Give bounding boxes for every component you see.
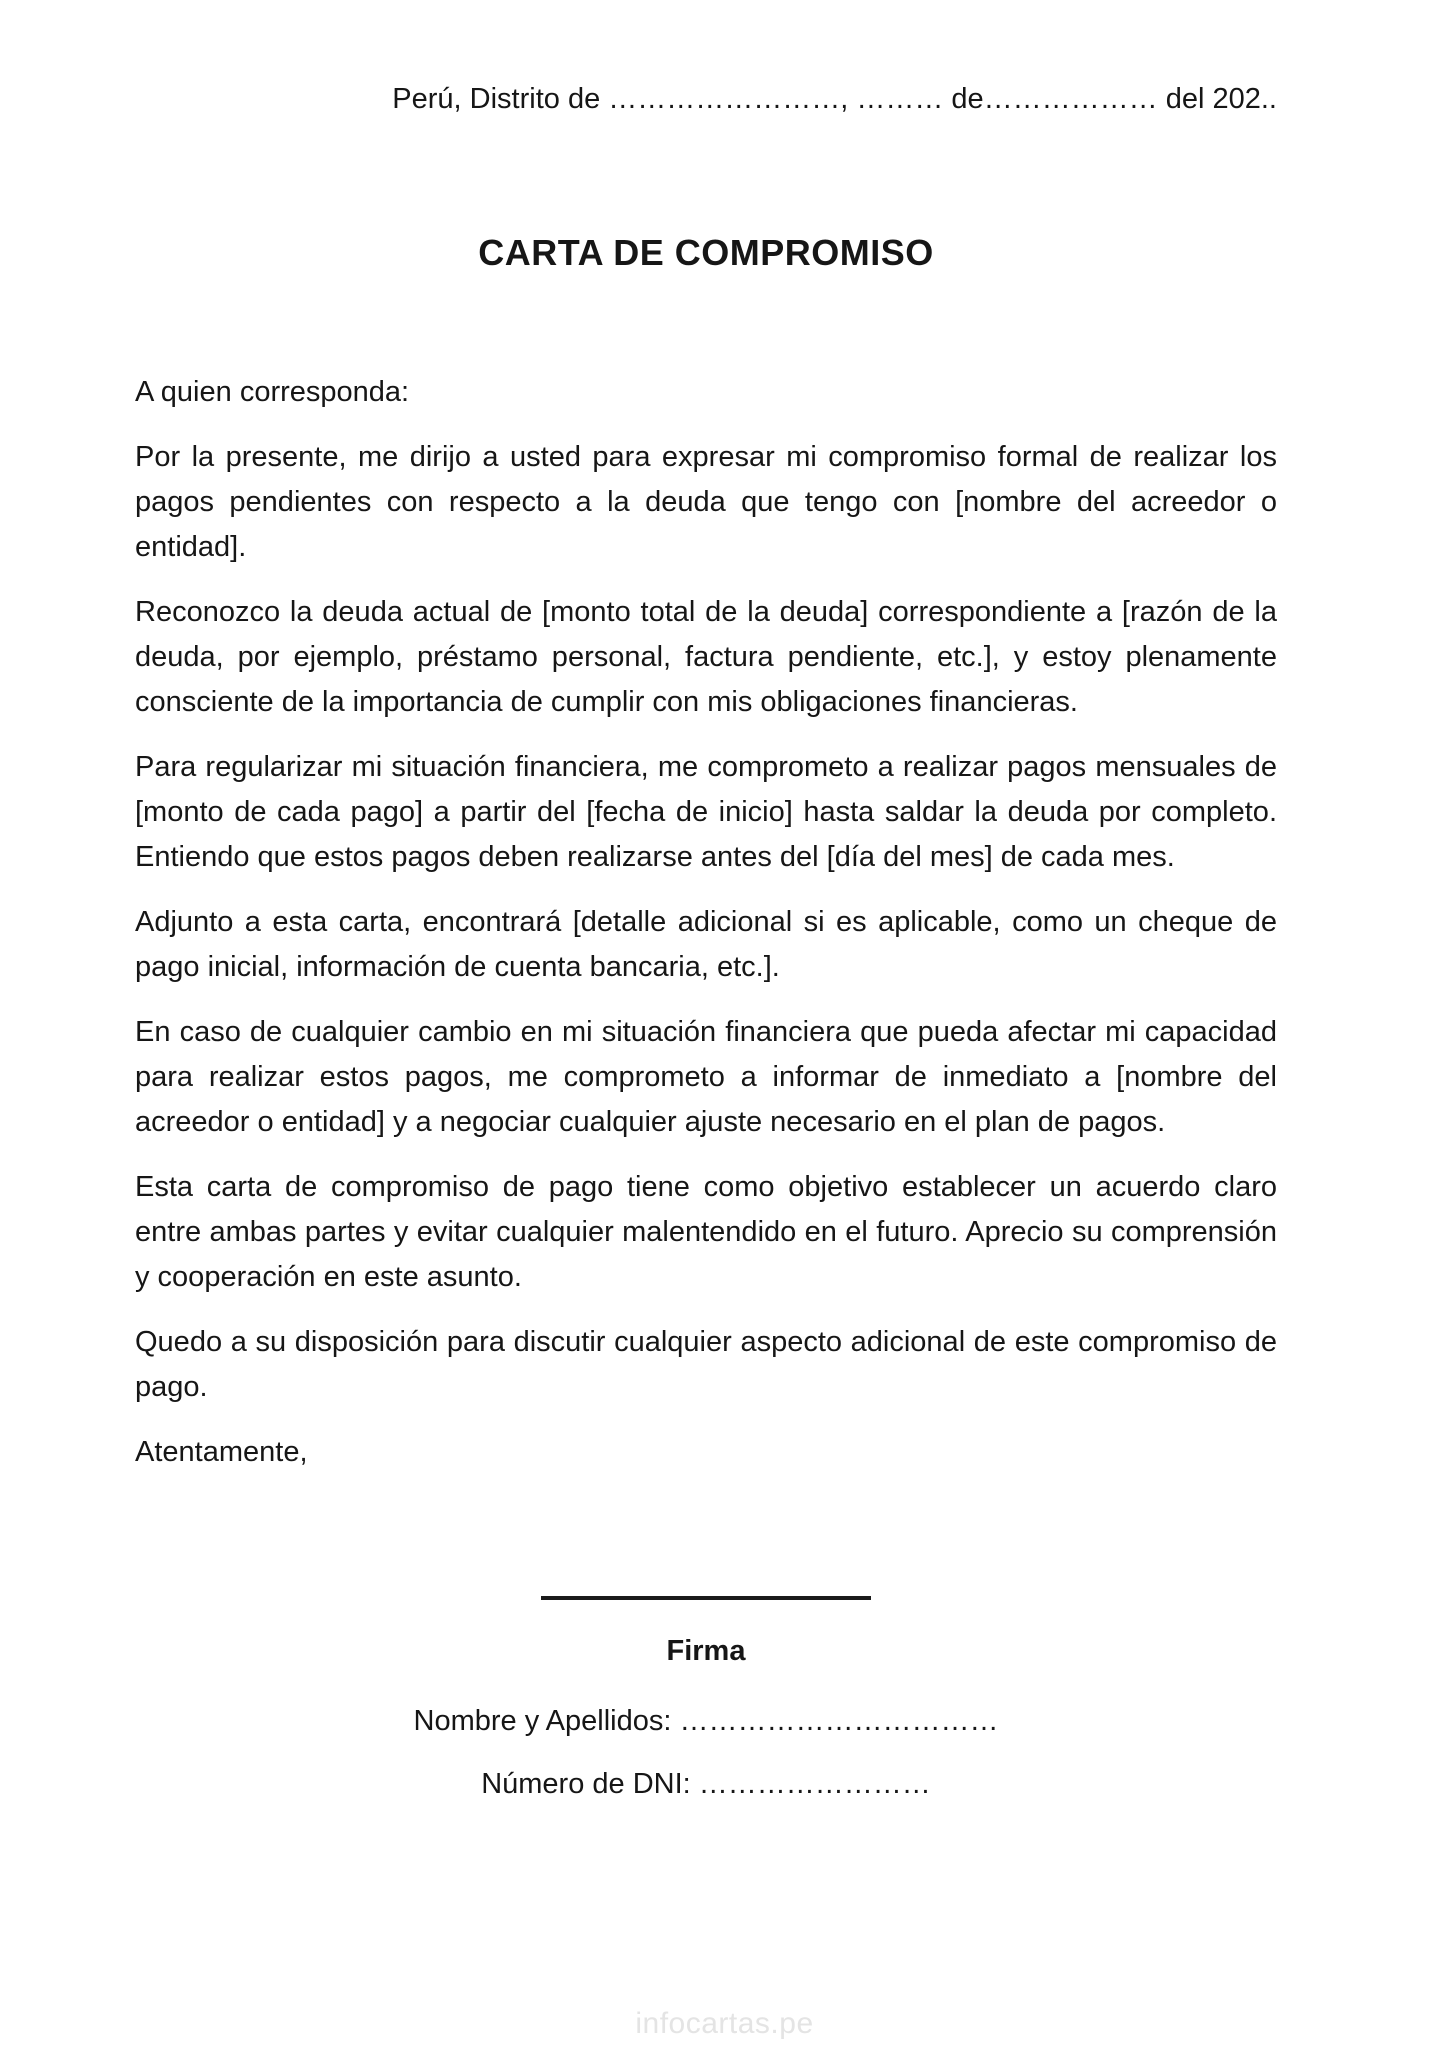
paragraph-debt-recognition: Reconozco la deuda actual de [monto total de la deuda] correspondiente a [razón de la deuda, por ejemplo, préstamo personal, factura pendiente, etc.], y estoy plenamente consciente de la importancia de cumplir con mis obligaciones financieras.: [135, 596, 1277, 718]
paragraph-availability: Quedo a su disposición para discutir cualquier aspecto adicional de este compromiso de pago.: [135, 1326, 1277, 1403]
date-line: Perú, Distrito de ……………………, ……… de……………… del 202..: [392, 83, 1277, 115]
signature-name-line: Nombre y Apellidos: ……………………………: [413, 1705, 999, 1737]
signature-line: [541, 1596, 871, 1600]
paragraph-payment-plan: Para regularizar mi situación financiera, me comprometo a realizar pagos mensuales de [monto de cada pago] a partir del [fecha de inicio] hasta saldar la deuda por completo. Entiendo que estos pagos deben realizarse antes del [día del mes] de cada mes.: [135, 751, 1277, 873]
document-title: CARTA DE COMPROMISO: [478, 232, 934, 273]
salutation: A quien corresponda:: [135, 376, 410, 408]
signature-block: [135, 1596, 1277, 1807]
paragraph-purpose: Esta carta de compromiso de pago tiene como objetivo establecer un acuerdo claro entre ambas partes y evitar cualquier malentendido en el futuro. Aprecio su comprensión y cooperación en este asunto.: [135, 1171, 1277, 1293]
signature-label: Firma: [666, 1635, 746, 1667]
paragraph-change-notice: En caso de cualquier cambio en mi situación financiera que pueda afectar mi capacidad para realizar estos pagos, me comprometo a informar de inmediato a [nombre del acreedor o entidad] y a negociar cualquier ajuste necesario en el plan de pagos.: [135, 1016, 1277, 1138]
paragraph-commitment: Por la presente, me dirijo a usted para expresar mi compromiso formal de realizar los pagos pendientes con respecto a la deuda que tengo con [nombre del acreedor o entidad].: [135, 441, 1277, 563]
closing-salutation: Atentamente,: [135, 1436, 308, 1468]
site-watermark: infocartas.pe: [635, 2007, 814, 2040]
paragraph-attachment: Adjunto a esta carta, encontrará [detalle adicional si es aplicable, como un cheque de pago inicial, información de cuenta bancaria, etc.].: [135, 906, 1277, 983]
letter-content: [135, 0, 1277, 1807]
signature-dni-line: Número de DNI: ……………………: [481, 1768, 931, 1800]
